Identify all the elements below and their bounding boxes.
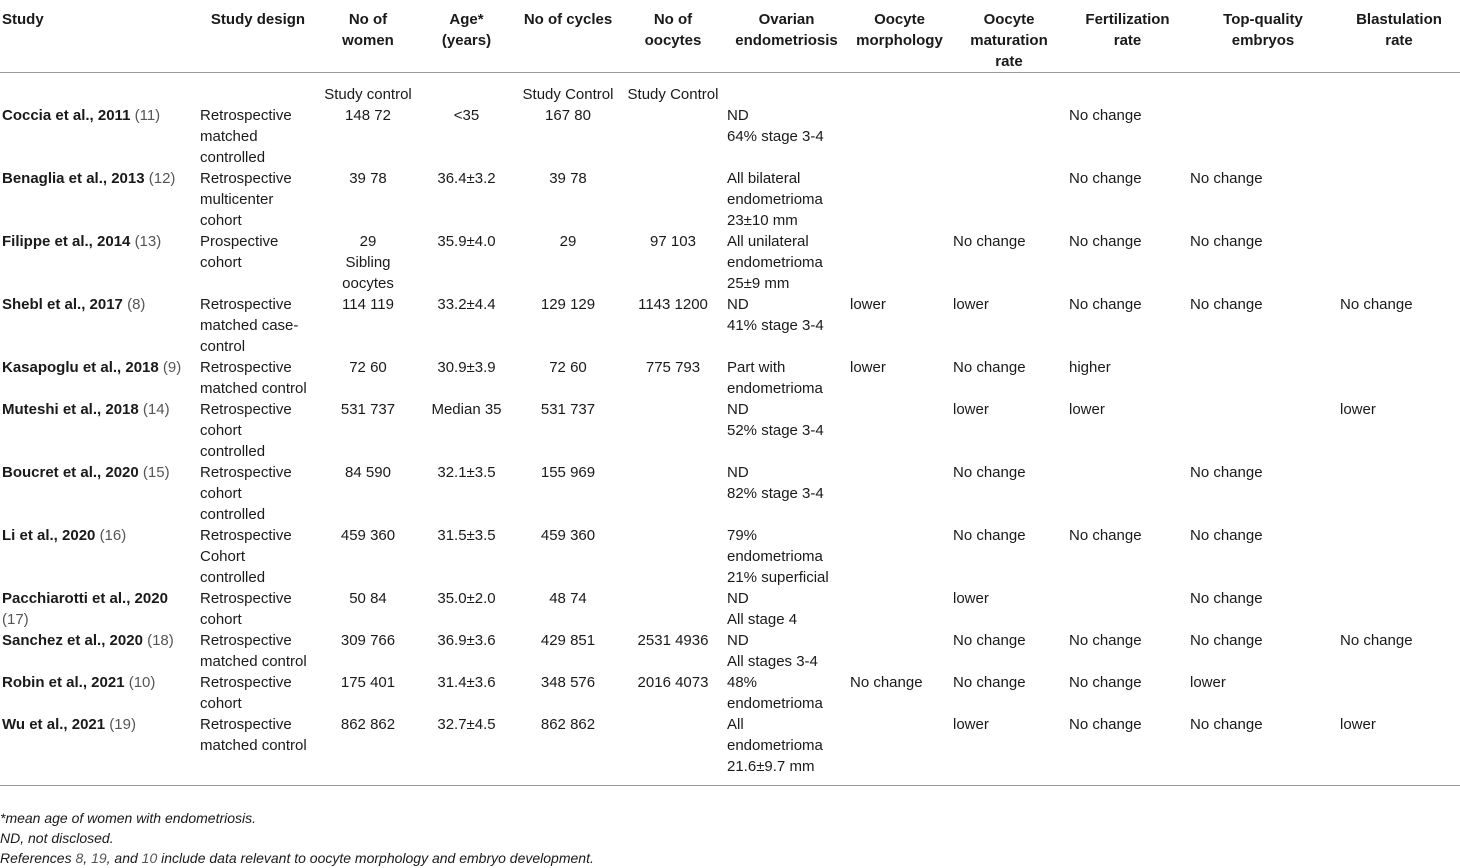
subheader-empty <box>725 73 848 106</box>
study-name: Sanchez et al., 2020 <box>2 632 143 649</box>
cell-endo: 48% endometrioma <box>727 674 823 712</box>
study-ref-link[interactable]: (14) <box>142 401 170 418</box>
subheader-empty <box>1188 73 1338 106</box>
cell-blast <box>1338 168 1460 231</box>
cell-fert: lower <box>1069 401 1105 418</box>
cell-study <box>0 462 198 525</box>
header-design: Study design <box>210 11 306 28</box>
cell-women: 72 60 <box>349 359 387 376</box>
header-age: Age* (years) <box>441 11 492 49</box>
study-ref-link[interactable]: (9) <box>162 359 182 376</box>
table-row <box>0 168 1460 231</box>
cell-embryo <box>1188 357 1338 399</box>
cell-fert: No change <box>1069 716 1142 733</box>
cell-study <box>0 399 198 462</box>
cell-fert: No change <box>1069 674 1142 691</box>
cell-matur: lower <box>953 401 989 418</box>
cell-fert: No change <box>1069 296 1142 313</box>
cell-endo: Part with endometrioma <box>727 359 823 397</box>
cell-endo: ND 82% stage 3-4 <box>727 464 824 502</box>
cell-morph: lower <box>850 296 886 313</box>
cell-matur: lower <box>953 296 989 313</box>
study-name: Muteshi et al., 2018 <box>2 401 139 418</box>
cell-morph <box>848 714 951 786</box>
cell-fert <box>1067 588 1188 630</box>
header-endometriosis: Ovarian endometriosis <box>735 11 838 49</box>
header-study: Study <box>2 11 44 28</box>
cell-morph: No change <box>850 674 923 691</box>
cell-embryo: No change <box>1190 464 1263 481</box>
cell-embryo: No change <box>1190 296 1263 313</box>
cell-design: Retrospective matched control <box>200 359 307 397</box>
study-ref-link[interactable]: (17) <box>2 611 29 628</box>
cell-women: 50 84 <box>349 590 387 607</box>
cell-cycles: 39 78 <box>549 170 587 187</box>
cell-matur: No change <box>953 674 1026 691</box>
cell-age: <35 <box>453 107 480 124</box>
cell-study <box>0 357 198 399</box>
cell-study <box>0 672 198 714</box>
study-ref-link[interactable]: (16) <box>99 527 127 544</box>
study-ref-link[interactable]: (15) <box>142 464 170 481</box>
table-row <box>0 714 1460 786</box>
cell-blast: No change <box>1340 632 1413 649</box>
study-ref-link[interactable]: (11) <box>134 107 161 124</box>
cell-age: 36.4±3.2 <box>437 170 496 187</box>
header-maturation: Oocyte maturation rate <box>970 11 1048 70</box>
cell-embryo: lower <box>1190 674 1226 691</box>
cell-oocytes: 2531 4936 <box>637 632 709 649</box>
cell-oocytes <box>621 105 725 168</box>
cell-cycles: 167 80 <box>545 107 591 124</box>
cell-cycles: 29 <box>559 233 577 250</box>
cell-women: 114 119 <box>342 296 394 313</box>
cell-design: Prospective cohort <box>200 233 279 271</box>
header-oocytes: No of oocytes <box>644 11 702 49</box>
cell-fert: No change <box>1069 107 1142 124</box>
cell-morph <box>848 105 951 168</box>
cell-morph: lower <box>850 359 886 376</box>
cell-oocytes: 775 793 <box>645 359 701 376</box>
cell-age: 31.5±3.5 <box>437 527 496 544</box>
cell-embryo: No change <box>1190 590 1263 607</box>
cell-study <box>0 588 198 630</box>
cell-endo: ND 41% stage 3-4 <box>727 296 824 334</box>
cell-morph <box>848 462 951 525</box>
cell-morph <box>848 399 951 462</box>
header-blastulation: Blastulation rate <box>1356 11 1442 49</box>
cell-oocytes <box>621 525 725 588</box>
cell-blast: lower <box>1340 716 1376 733</box>
cell-women: 29 Sibling oocytes <box>342 233 394 292</box>
table-row <box>0 672 1460 714</box>
cell-endo: All unilateral endometrioma 25±9 mm <box>727 233 823 292</box>
cell-embryo: No change <box>1190 632 1263 649</box>
cell-matur: lower <box>953 590 989 607</box>
cell-embryo: No change <box>1190 716 1263 733</box>
cell-blast <box>1338 672 1460 714</box>
cell-matur <box>951 168 1067 231</box>
cell-endo: ND All stages 3-4 <box>727 632 818 670</box>
cell-embryo <box>1188 399 1338 462</box>
table-row <box>0 231 1460 294</box>
cell-women: 862 862 <box>340 716 396 733</box>
cell-design: Retrospective multicenter cohort <box>200 170 292 229</box>
cell-women: 531 737 <box>340 401 396 418</box>
footnote-references <box>0 848 1460 868</box>
study-name: Boucret et al., 2020 <box>2 464 139 481</box>
cell-blast <box>1338 588 1460 630</box>
study-ref-link[interactable]: (13) <box>134 233 162 250</box>
cell-design: Retrospective matched control <box>200 632 307 670</box>
cell-design: Retrospective matched case- control <box>200 296 299 355</box>
footnote-ref-sep: , <box>83 850 92 866</box>
cell-blast <box>1338 357 1460 399</box>
cell-blast <box>1338 525 1460 588</box>
header-women: No of women <box>342 11 394 49</box>
cell-oocytes <box>621 462 725 525</box>
table-row <box>0 525 1460 588</box>
cell-cycles: 531 737 <box>540 401 596 418</box>
cell-matur: No change <box>953 527 1026 544</box>
cell-morph <box>848 630 951 672</box>
study-ref-link[interactable]: (10) <box>128 674 156 691</box>
cell-design: Retrospective cohort <box>200 590 292 628</box>
subheader-empty <box>198 73 318 106</box>
study-name: Shebl et al., 2017 <box>2 296 123 313</box>
cell-embryo <box>1188 105 1338 168</box>
cell-matur: No change <box>953 233 1026 250</box>
subheader-empty <box>418 73 515 106</box>
cell-embryo: No change <box>1190 527 1263 544</box>
study-ref-link[interactable]: (18) <box>147 632 174 649</box>
cell-age: 33.2±4.4 <box>437 296 496 313</box>
cell-endo: ND 52% stage 3-4 <box>727 401 824 439</box>
cell-women: 84 590 <box>345 464 391 481</box>
cell-cycles: 48 74 <box>549 590 587 607</box>
cell-matur: No change <box>953 359 1026 376</box>
subheader-empty <box>0 73 198 106</box>
study-name: Li et al., 2020 <box>2 527 96 544</box>
cell-women: 148 72 <box>345 107 391 124</box>
study-name: Kasapoglu et al., 2018 <box>2 359 159 376</box>
table-row <box>0 357 1460 399</box>
study-name: Robin et al., 2021 <box>2 674 125 691</box>
footnote-ref-sep: , and <box>106 850 142 866</box>
cell-women: 39 78 <box>349 170 387 187</box>
cell-study <box>0 294 198 357</box>
table-row <box>0 588 1460 630</box>
cell-oocytes <box>621 168 725 231</box>
study-ref-link[interactable]: (12) <box>148 170 176 187</box>
cell-fert <box>1067 462 1188 525</box>
cell-oocytes: 1143 1200 <box>638 296 708 313</box>
cell-fert: No change <box>1069 632 1142 649</box>
cell-women: 175 401 <box>340 674 396 691</box>
cell-age: 35.0±2.0 <box>437 590 496 607</box>
cell-fert: No change <box>1069 233 1142 250</box>
footnote-ref-link[interactable]: 19 <box>91 850 107 866</box>
cell-fert: higher <box>1069 359 1111 376</box>
cell-oocytes <box>621 588 725 630</box>
cell-design: Retrospective cohort controlled <box>200 464 292 523</box>
cell-blast <box>1338 105 1460 168</box>
cell-cycles: 72 60 <box>549 359 587 376</box>
cell-oocytes <box>621 399 725 462</box>
cell-age: 35.9±4.0 <box>437 233 496 250</box>
cell-study <box>0 714 198 786</box>
footnote-ref-prefix: References <box>0 850 76 866</box>
subheader-women: Study control <box>324 86 412 103</box>
footnote-ref-link[interactable]: 8 <box>75 850 84 866</box>
cell-study <box>0 630 198 672</box>
cell-endo: ND All stage 4 <box>727 590 798 628</box>
cell-blast: No change <box>1340 296 1413 313</box>
footnote-ref-link[interactable]: 10 <box>141 850 158 866</box>
study-ref-link[interactable]: (8) <box>127 296 146 313</box>
footnote-nd: ND, not disclosed. <box>0 830 114 846</box>
cell-fert: No change <box>1069 170 1142 187</box>
subheader-row <box>0 73 1460 106</box>
header-morphology: Oocyte morphology <box>856 11 943 49</box>
footnote-ref-suffix: include data relevant to oocyte morphology and embryo development. <box>157 850 594 866</box>
cell-design: Retrospective Cohort controlled <box>200 527 292 586</box>
subheader-empty <box>1067 73 1188 106</box>
cell-oocytes: 97 103 <box>650 233 696 250</box>
cell-oocytes: 2016 4073 <box>637 674 709 691</box>
cell-age: 31.4±3.6 <box>437 674 496 691</box>
cell-age: 36.9±3.6 <box>437 632 496 649</box>
cell-endo: 79% endometrioma 21% superficial <box>727 527 829 586</box>
study-name: Wu et al., 2021 <box>2 716 106 733</box>
cell-embryo: No change <box>1190 233 1263 250</box>
cell-cycles: 348 576 <box>540 674 596 691</box>
cell-oocytes <box>621 714 725 786</box>
cell-blast: lower <box>1340 401 1376 418</box>
study-name: Filippe et al., 2014 <box>2 233 131 250</box>
cell-endo: All bilateral endometrioma 23±10 mm <box>727 170 823 229</box>
cell-embryo: No change <box>1190 170 1263 187</box>
cell-study <box>0 105 198 168</box>
study-name: Benaglia et al., 2013 <box>2 170 145 187</box>
cell-matur: No change <box>953 464 1026 481</box>
cell-fert: No change <box>1069 527 1142 544</box>
cell-cycles: 862 862 <box>540 716 596 733</box>
cell-blast <box>1338 231 1460 294</box>
footnote-age: *mean age of women with endometriosis. <box>0 810 257 826</box>
table-row <box>0 105 1460 168</box>
cell-study <box>0 168 198 231</box>
study-name: Pacchiarotti et al., 2020 <box>2 590 168 607</box>
subheader-cycles: Study Control <box>522 86 614 103</box>
cell-matur: No change <box>953 632 1026 649</box>
cell-morph <box>848 231 951 294</box>
header-cycles: No of cycles <box>523 11 613 28</box>
cell-endo: ND 64% stage 3-4 <box>727 107 824 145</box>
subheader-empty <box>951 73 1067 106</box>
table-row <box>0 630 1460 672</box>
header-embryos: Top-quality embryos <box>1223 11 1303 49</box>
cell-design: Retrospective cohort <box>200 674 292 712</box>
subheader-empty <box>1338 73 1460 106</box>
cell-age: 30.9±3.9 <box>437 359 496 376</box>
study-ref-link[interactable]: (19) <box>109 716 136 733</box>
cell-design: Retrospective cohort controlled <box>200 401 292 460</box>
cell-morph <box>848 588 951 630</box>
study-name: Coccia et al., 2011 <box>2 107 131 124</box>
cell-morph <box>848 525 951 588</box>
subheader-oocytes: Study Control <box>627 86 719 103</box>
cell-cycles: 129 129 <box>540 296 596 313</box>
cell-study <box>0 231 198 294</box>
cell-cycles: 155 969 <box>540 464 596 481</box>
cell-age: 32.7±4.5 <box>437 716 496 733</box>
cell-women: 309 766 <box>340 632 396 649</box>
cell-endo: All endometrioma 21.6±9.7 mm <box>727 716 823 775</box>
cell-cycles: 429 851 <box>540 632 596 649</box>
cell-cycles: 459 360 <box>540 527 596 544</box>
subheader-empty <box>848 73 951 106</box>
cell-age: Median 35 <box>431 401 502 418</box>
cell-design: Retrospective matched control <box>200 716 307 754</box>
header-fertilization: Fertilization rate <box>1085 11 1170 49</box>
cell-study <box>0 525 198 588</box>
cell-blast <box>1338 462 1460 525</box>
cell-age: 32.1±3.5 <box>437 464 496 481</box>
cell-matur: lower <box>953 716 989 733</box>
header-row <box>0 0 1460 73</box>
table-row <box>0 294 1460 357</box>
table-row <box>0 399 1460 462</box>
cell-matur <box>951 105 1067 168</box>
table-row <box>0 462 1460 525</box>
cell-morph <box>848 168 951 231</box>
cell-design: Retrospective matched controlled <box>200 107 292 166</box>
cell-women: 459 360 <box>340 527 396 544</box>
